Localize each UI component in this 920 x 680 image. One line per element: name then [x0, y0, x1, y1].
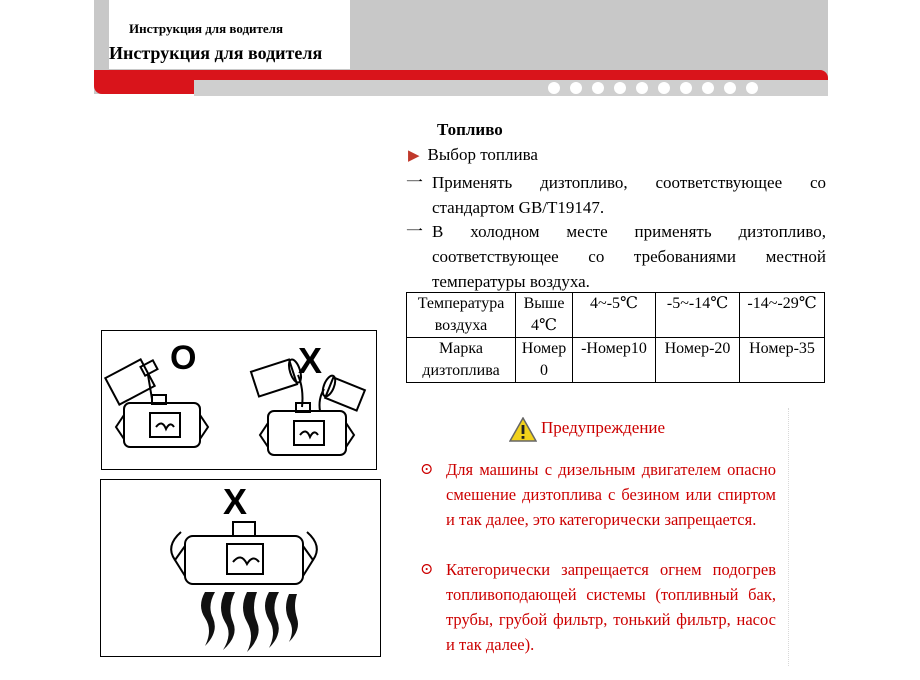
table-cell: -Номер10 [573, 338, 656, 383]
table-cell: Номер 0 [516, 338, 573, 383]
header-dot [724, 82, 736, 94]
warning-box-edge [788, 408, 789, 666]
list-item-text: В холодном месте применять дизтопливо, соответствующее со требованиями местной температуры воздуха. [432, 222, 826, 291]
section-title: Топливо [437, 120, 503, 139]
warning-item [420, 557, 776, 657]
header-dot [680, 82, 692, 94]
warning-item-text: Категорически запрещается огнем подогрев топливоподающей системы (топливный бак, трубы, грубой фильтр, тонький фильтр, насос и так далее). [446, 560, 776, 654]
header-dot [570, 82, 582, 94]
circle-bullet-icon: ⊙ [420, 461, 434, 478]
table-cell: Номер-20 [656, 338, 740, 383]
table-cell: Температура воздуха [407, 293, 516, 338]
fuel-pouring-drawing [102, 331, 376, 469]
table-cell: -5~-14℃ [656, 293, 740, 338]
forbidden-symbol: X [298, 340, 323, 381]
table-cell: -14~-29℃ [740, 293, 825, 338]
fuel-pouring-illustration [101, 330, 377, 470]
header-dot [658, 82, 670, 94]
header-dot [636, 82, 648, 94]
fuel-table [406, 292, 825, 383]
header-dot [746, 82, 758, 94]
header-small-block [109, 0, 350, 38]
warning-item [420, 457, 776, 532]
warning-title: Предупреждение [541, 418, 666, 437]
header-big-block [109, 38, 350, 69]
header-dot [614, 82, 626, 94]
list-item [406, 219, 826, 294]
list-item [406, 170, 826, 220]
table-cell: Номер-35 [740, 338, 825, 383]
table-row [407, 338, 825, 383]
forbidden-symbol: X [223, 481, 248, 522]
dash-icon: 一 [406, 222, 423, 241]
table-cell: 4~-5℃ [573, 293, 656, 338]
warning-triangle-icon [509, 417, 537, 442]
subtitle-text: Выбор топлива [427, 145, 538, 164]
flames-icon [201, 592, 298, 652]
ok-symbol: O [170, 339, 197, 377]
fire-heating-illustration [100, 479, 381, 657]
header-dots [548, 82, 758, 94]
list-item-text: Применять дизтопливо, соответствующее со стандартом GB/T19147. [432, 173, 826, 217]
warning-item-text: Для машины с дизельным двигателем опасно смешение дизтоплива с безином или спиртом и так далее, это категорически запрещается. [446, 460, 776, 529]
fire-heating-drawing [101, 480, 380, 656]
table-row [407, 293, 825, 338]
header-big-title: Инструкция для водителя [109, 43, 323, 63]
dash-icon: 一 [406, 173, 423, 192]
subtitle-row [408, 145, 538, 165]
header-small-title: Инструкция для водителя [129, 21, 283, 36]
table-cell: Марка дизтоплива [407, 338, 516, 383]
table-cell: Выше 4℃ [516, 293, 573, 338]
header-dot [702, 82, 714, 94]
triangle-arrow-icon: ▶ [408, 148, 420, 164]
header-dot [592, 82, 604, 94]
circle-bullet-icon: ⊙ [420, 561, 434, 578]
warning-title-row [509, 415, 665, 442]
header-dot [548, 82, 560, 94]
